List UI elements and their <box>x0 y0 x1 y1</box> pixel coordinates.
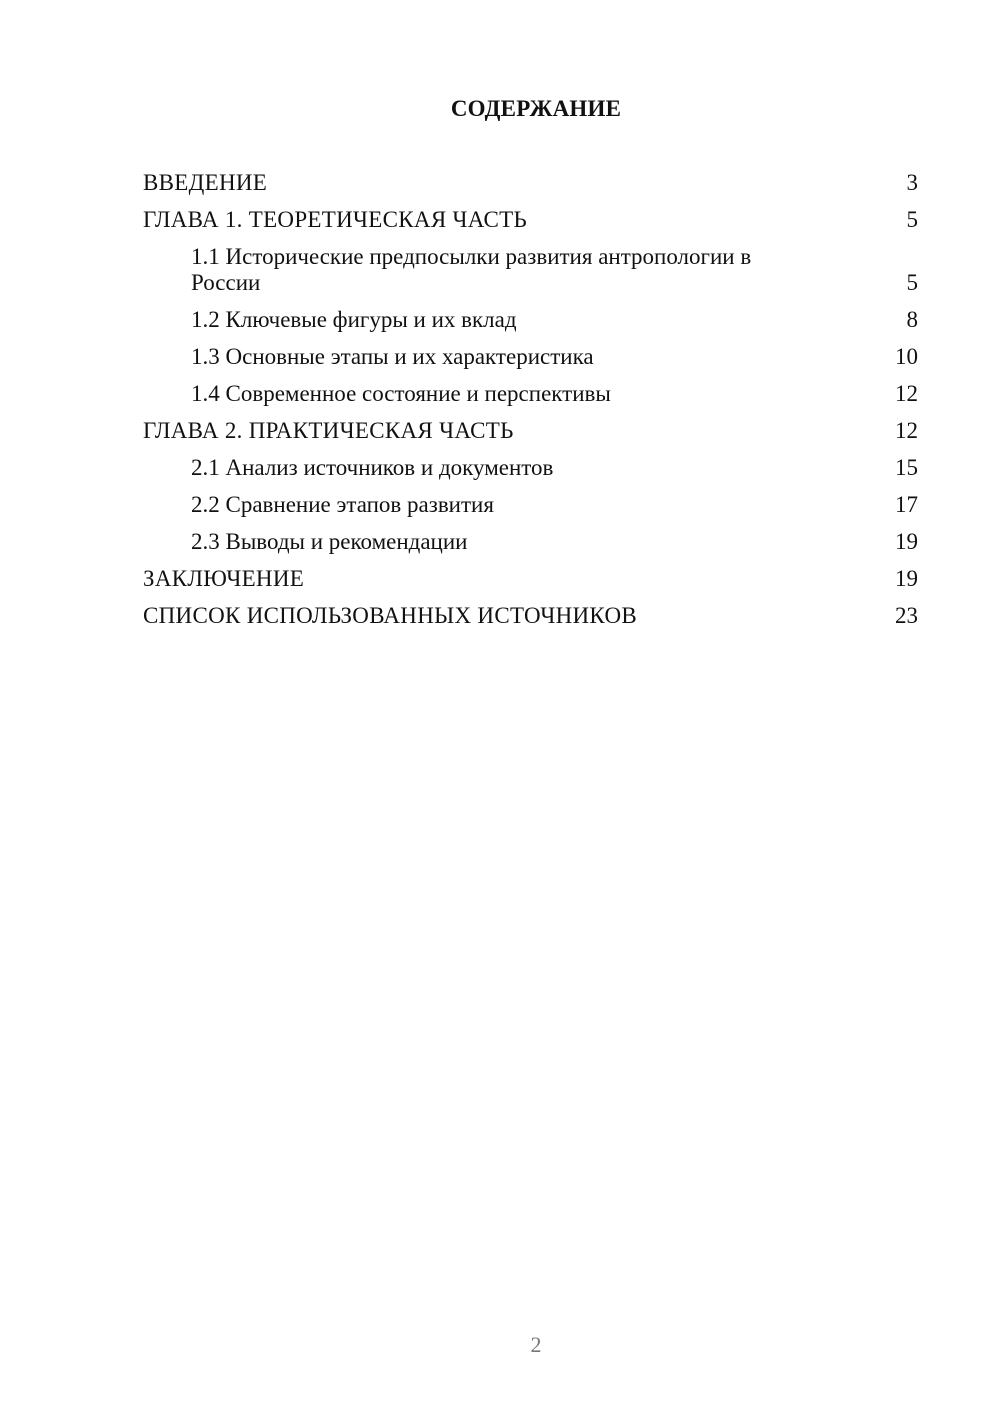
toc-entry-page: 12 <box>895 418 918 443</box>
toc-entry-label: 1.1 Исторические предпосылки развития антропологии в России <box>191 244 752 295</box>
toc-entry-section-1-3 <box>143 344 918 370</box>
toc-entry-label: 1.2 Ключевые фигуры и их вклад <box>191 307 517 332</box>
toc-entry-page: 19 <box>895 529 918 554</box>
toc-entry-label: СПИСОК ИСПОЛЬЗОВАННЫХ ИСТОЧНИКОВ <box>143 603 638 628</box>
toc-entry-label: ЗАКЛЮЧЕНИЕ <box>143 566 305 591</box>
toc-entry-references <box>143 603 918 629</box>
toc-entry-conclusion <box>143 566 918 592</box>
table-of-contents <box>143 170 918 640</box>
toc-entry-section-2-1 <box>143 455 918 481</box>
toc-entry-page: 23 <box>895 603 918 628</box>
page-number: 2 <box>530 1332 542 1357</box>
toc-entry-label: 2.3 Выводы и рекомендации <box>191 529 468 554</box>
toc-entry-page: 3 <box>906 170 918 195</box>
toc-entry-page: 17 <box>895 492 918 517</box>
toc-entry-page: 12 <box>895 381 918 406</box>
toc-entry-page: 5 <box>906 207 918 232</box>
toc-entry-section-2-2 <box>143 492 918 518</box>
toc-entry-page: 19 <box>895 566 918 591</box>
toc-entry-label: ГЛАВА 1. ТЕОРЕТИЧЕСКАЯ ЧАСТЬ <box>143 207 528 232</box>
toc-entry-label: 1.4 Современное состояние и перспективы <box>191 381 611 406</box>
toc-entry-page: 8 <box>906 307 918 332</box>
toc-entry-label: 1.3 Основные этапы и их характеристика <box>191 344 594 369</box>
toc-entry-label: ГЛАВА 2. ПРАКТИЧЕСКАЯ ЧАСТЬ <box>143 418 514 443</box>
toc-entry-chapter-2 <box>143 418 918 444</box>
toc-entry-section-1-2 <box>143 307 918 333</box>
toc-entry-label: 2.2 Сравнение этапов развития <box>191 492 494 517</box>
toc-entry-section-1-4 <box>143 381 918 407</box>
toc-entry-label: ВВЕДЕНИЕ <box>143 170 268 195</box>
toc-title: СОДЕРЖАНИЕ <box>450 96 622 121</box>
toc-entry-chapter-1 <box>143 207 918 233</box>
toc-entry-label: 2.1 Анализ источников и документов <box>191 455 554 480</box>
toc-entry-section-1-1 <box>143 244 918 296</box>
toc-entry-page: 10 <box>895 344 918 369</box>
toc-entry-page: 15 <box>895 455 918 480</box>
toc-entry-page: 5 <box>906 270 918 295</box>
toc-entry-section-2-3 <box>143 529 918 555</box>
toc-entry-introduction <box>143 170 918 196</box>
